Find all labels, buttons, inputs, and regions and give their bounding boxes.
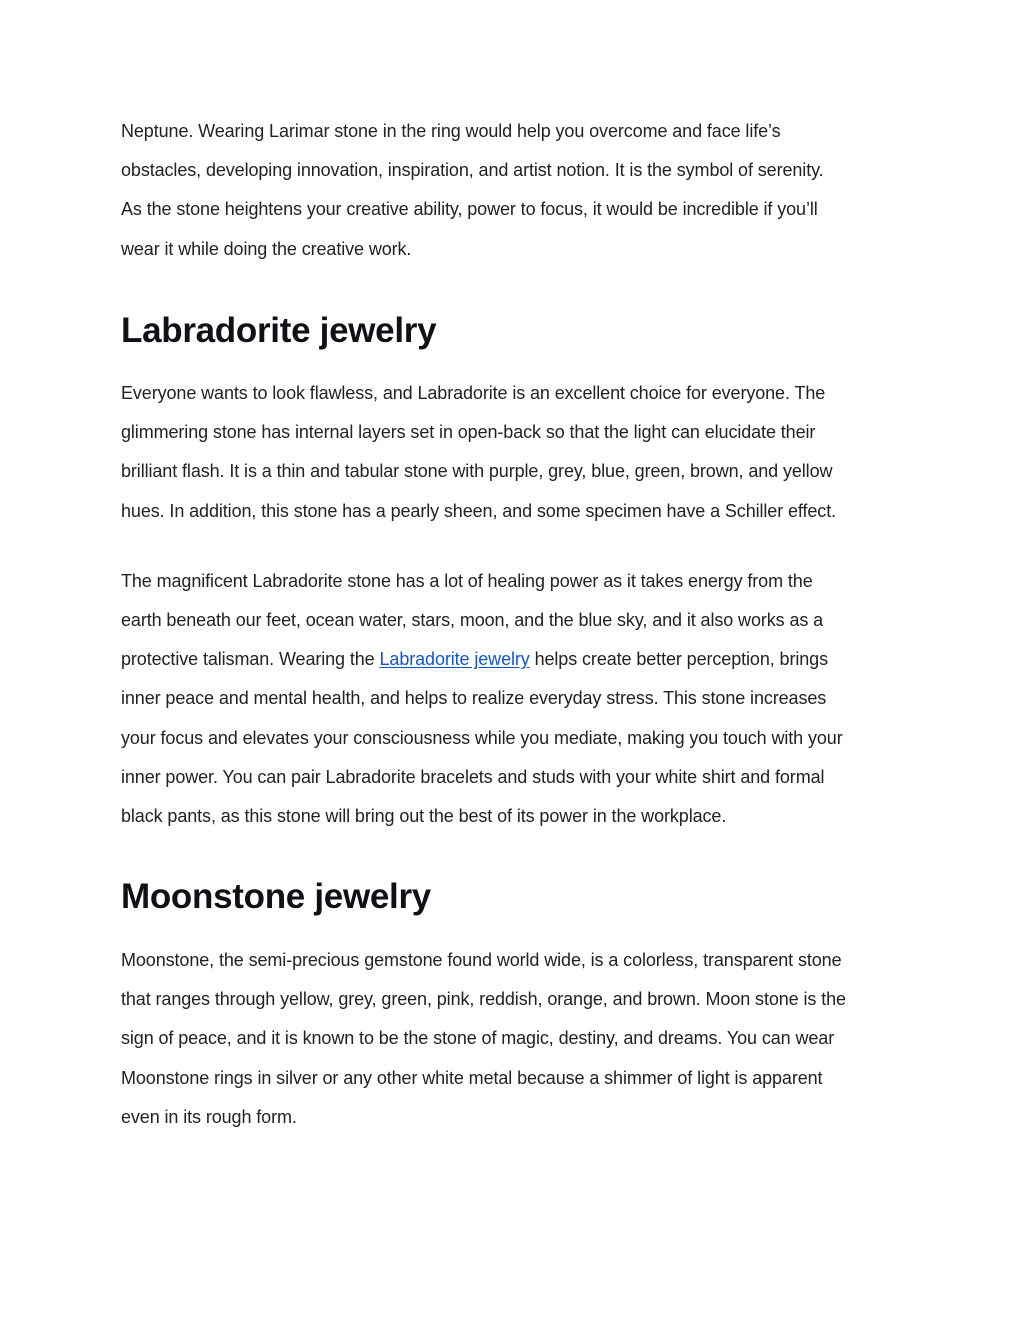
labradorite-jewelry-link[interactable]: Labradorite jewelry <box>379 649 530 670</box>
labradorite-section <box>121 374 911 836</box>
labradorite-paragraph-1 <box>121 374 911 531</box>
intro-line-1: Neptune. Wearing Larimar stone in the ring would help you overcome and face life’s <box>121 121 781 141</box>
intro-line-2: obstacles, developing innovation, inspiration, and artist notion. It is the symbol of serenity. <box>121 160 824 181</box>
labradorite-p2-line-2: earth beneath our feet, ocean water, stars, moon, and the blue sky, and it also works as a <box>121 610 824 631</box>
moonstone-line-4: Moonstone rings in silver or any other white metal because a shimmer of light is apparent <box>121 1067 823 1088</box>
labradorite-p1-line-3: brilliant flash. It is a thin and tabular stone with purple, grey, blue, green, brown, and yellow <box>121 461 833 482</box>
intro-line-3: As the stone heightens your creative ability, power to focus, it would be incredible if you’ll <box>121 199 818 220</box>
labradorite-p2-line-3-after: helps create better perception, brings <box>529 649 828 670</box>
labradorite-p1-line-4: hues. In addition, this stone has a pearly sheen, and some specimen have a Schiller effect. <box>121 500 837 521</box>
moonstone-line-2: that ranges through yellow, grey, green, pink, reddish, orange, and brown. Moon stone is the <box>121 989 846 1010</box>
labradorite-p1-line-2: glimmering stone has internal layers set in open-back so that the light can elucidate their <box>121 422 816 443</box>
labradorite-p2-line-3 <box>121 640 911 679</box>
labradorite-p2-line-1: The magnificent Labradorite stone has a lot of healing power as it takes energy from the <box>121 570 813 591</box>
intro-paragraph <box>121 112 824 269</box>
labradorite-paragraph-2 <box>121 562 911 836</box>
moonstone-line-1: Moonstone, the semi-precious gemstone found world wide, is a colorless, transparent stone <box>121 950 842 970</box>
moonstone-section <box>121 941 911 1137</box>
moonstone-line-5: even in its rough form. <box>121 1106 297 1127</box>
labradorite-heading: Labradorite jewelry <box>121 311 437 350</box>
labradorite-p2-line-4: inner peace and mental health, and helps to realize everyday stress. This stone increases <box>121 688 827 709</box>
intro-line-4: wear it while doing the creative work. <box>121 238 412 259</box>
moonstone-line-3: sign of peace, and it is known to be the stone of magic, destiny, and dreams. You can wear <box>121 1028 835 1049</box>
labradorite-p2-line-5: your focus and elevates your consciousness while you mediate, making you touch with your <box>121 727 843 748</box>
labradorite-p2-line-3-before: protective talisman. Wearing the <box>121 649 380 670</box>
labradorite-p2-line-6: inner power. You can pair Labradorite bracelets and studs with your white shirt and formal <box>121 766 825 787</box>
moonstone-heading: Moonstone jewelry <box>121 877 431 916</box>
labradorite-p1-line-1: Everyone wants to look flawless, and Labradorite is an excellent choice for everyone. The <box>121 383 826 403</box>
labradorite-p2-line-7: black pants, as this stone will bring out the best of its power in the workplace. <box>121 806 727 827</box>
moonstone-paragraph <box>121 941 911 1137</box>
